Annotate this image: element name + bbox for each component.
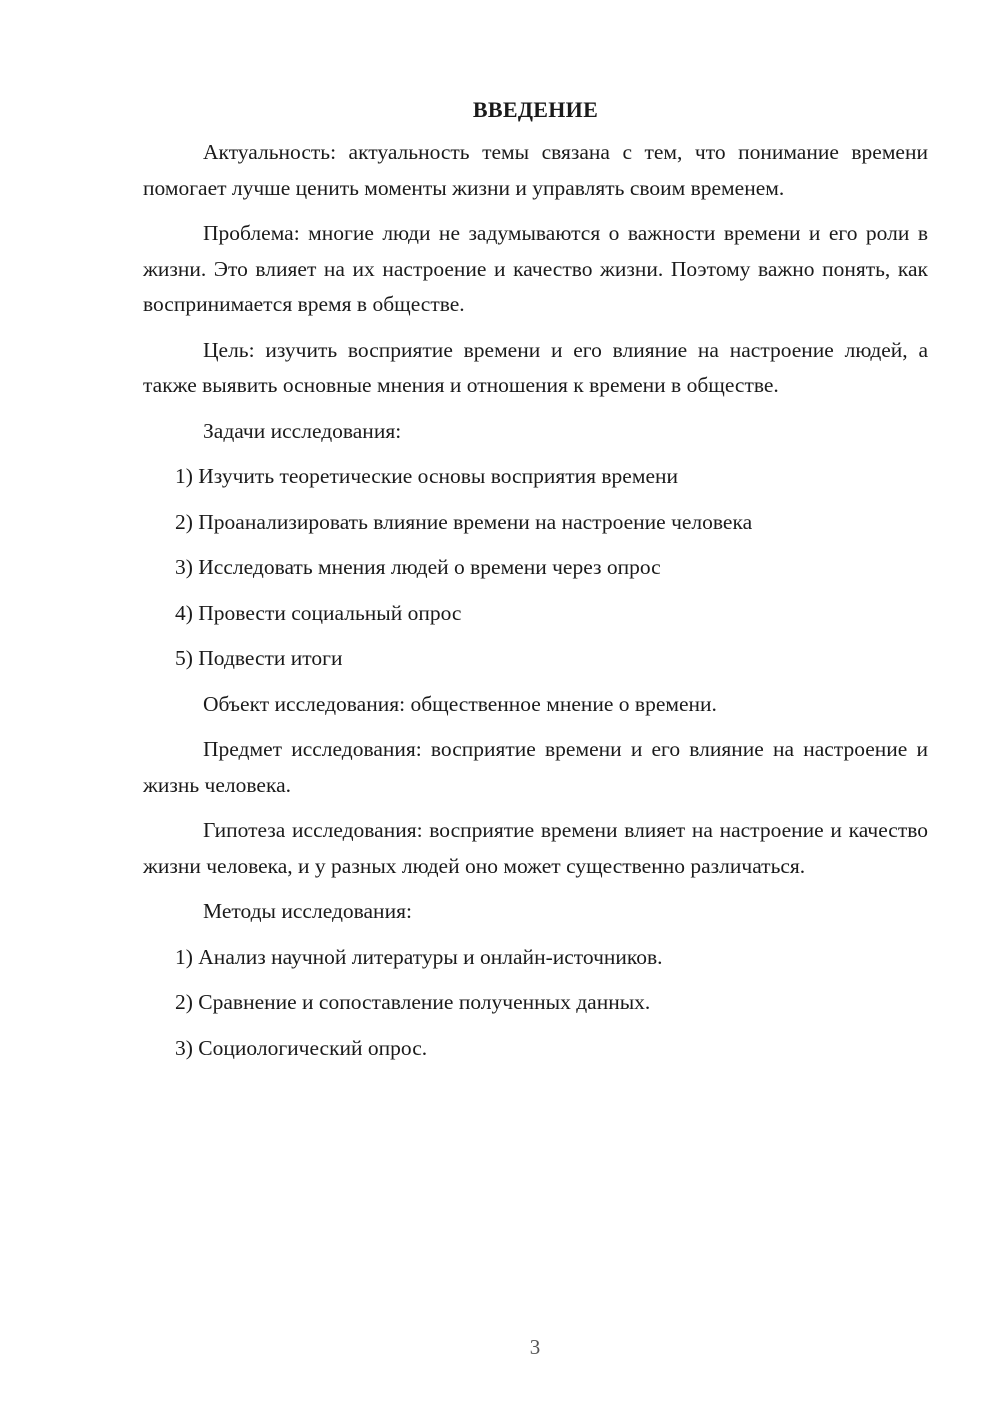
hypothesis-paragraph: Гипотеза исследования: восприятие времени влияет на настроение и качество жизни человека, и у разных людей оно может существенно различаться. — [143, 818, 928, 878]
list-item: 3) Исследовать мнения людей о времени через опрос — [175, 555, 661, 579]
relevance-paragraph: Актуальность: актуальность темы связана с тем, что понимание времени помогает лучше ценить моменты жизни и управлять своим временем. — [143, 140, 928, 200]
tasks-title: Задачи исследования: — [203, 418, 402, 443]
document-page — [143, 95, 928, 1076]
list-item: 1) Изучить теоретические основы восприятия времени — [175, 464, 678, 488]
list-item: 5) Подвести итоги — [175, 646, 343, 670]
methods-list — [143, 940, 928, 1067]
tasks-list — [143, 459, 928, 677]
problem-paragraph: Проблема: многие люди не задумываются о важности времени и его роли в жизни. Это влияет на их настроение и качество жизни. Поэтому важно понять, как воспринимается время в обществе. — [143, 221, 928, 316]
list-item: 4) Провести социальный опрос — [175, 600, 462, 625]
page-number: 3 — [529, 1335, 541, 1359]
list-item: 1) Анализ научной литературы и онлайн-источников. — [175, 944, 663, 969]
list-item: 3) Социологический опрос. — [175, 1035, 428, 1060]
section-heading: ВВЕДЕНИЕ — [472, 97, 599, 122]
object-paragraph: Объект исследования: общественное мнение о времени. — [203, 691, 717, 716]
methods-title: Методы исследования: — [203, 899, 412, 923]
list-item: 2) Проанализировать влияние времени на настроение человека — [175, 509, 753, 534]
goal-paragraph: Цель: изучить восприятие времени и его влияние на настроение людей, а также выявить основные мнения и отношения к времени в обществе. — [143, 337, 928, 397]
list-item: 2) Сравнение и сопоставление полученных данных. — [175, 990, 651, 1014]
subject-paragraph: Предмет исследования: восприятие времени и его влияние на настроение и жизнь человека. — [143, 737, 928, 797]
